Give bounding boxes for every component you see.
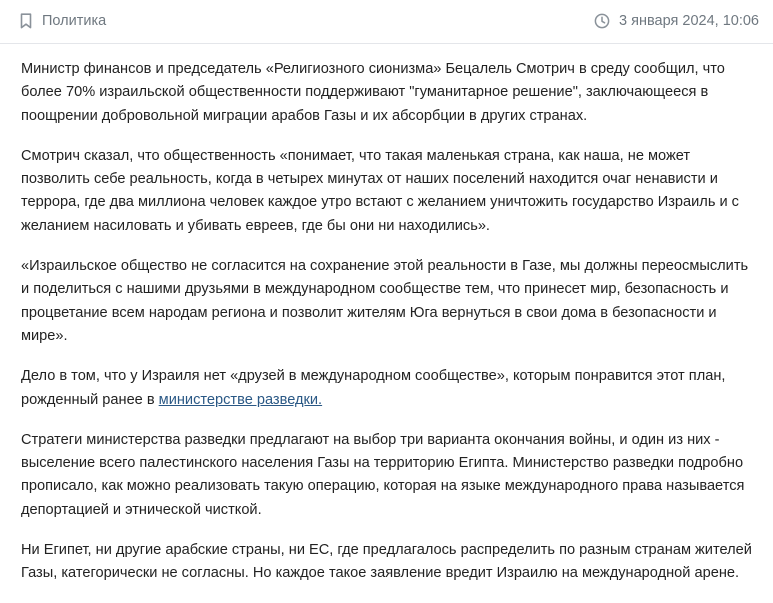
bookmark-icon (20, 13, 32, 29)
article-paragraph-3: «Израильское общество не согласится на сохранение этой реальности в Газе, мы должны переосмыслить и поделиться с нашими друзьями в международном сообществе тем, что принесет мир, безопасность и процветание всем народам региона и позволит жителям Юга вернуться в свои дома в безопасности и мире». (21, 258, 749, 344)
category-tag[interactable] (20, 13, 106, 29)
article-paragraph-6: Ни Египет, ни другие арабские страны, ни ЕС, где предлагалось распределить по разным странам жителей Газы, категорически не согласны. Но каждое такое заявление вредит Израилю на международной арене. (21, 542, 752, 582)
article-body (21, 58, 759, 603)
post-header (0, 0, 773, 44)
date-label: 3 января 2024, 10:06 (619, 13, 759, 29)
article-paragraph-4-text: Дело в том, что у Израиля нет «друзей в международном сообществе», которым понравится этот план, рожденный ранее в (21, 368, 726, 408)
clock-icon (594, 13, 610, 29)
article-paragraph-5: Стратеги министерства разведки предлагают на выбор три варианта окончания войны, и один из них - выселение всего палестинского населения Газы на территорию Египта. Министерство разведки подробно прописало, как можно реализовать такую операцию, которая на языке международного права называется депортацией и этнической чисткой. (21, 431, 745, 518)
article-paragraph-2: Смотрич сказал, что общественность «понимает, что такая маленькая страна, как наша, не может позволить себе реальность, когда в четырех минутах от наших поселений находится очаг ненависти и террора, где два миллиона человек каждое утро встают с желанием уничтожить государство Израиль и с желанием насиловать и убивать евреев, где бы они ни находились». (21, 147, 739, 234)
intelligence-ministry-link[interactable]: министерстве разведки. (158, 391, 323, 408)
post-date (594, 13, 759, 29)
article-paragraph-4 (21, 365, 759, 412)
article-paragraph-1: Министр финансов и председатель «Религиозного сионизма» Бецалель Смотрич в среду сообщил, что более 70% израильской общественности поддерживают "гуманитарное решение", заключающееся в поощрении добровольной миграции арабов Газы и их абсорбции в других странах. (21, 61, 725, 124)
category-label: Политика (42, 13, 107, 29)
